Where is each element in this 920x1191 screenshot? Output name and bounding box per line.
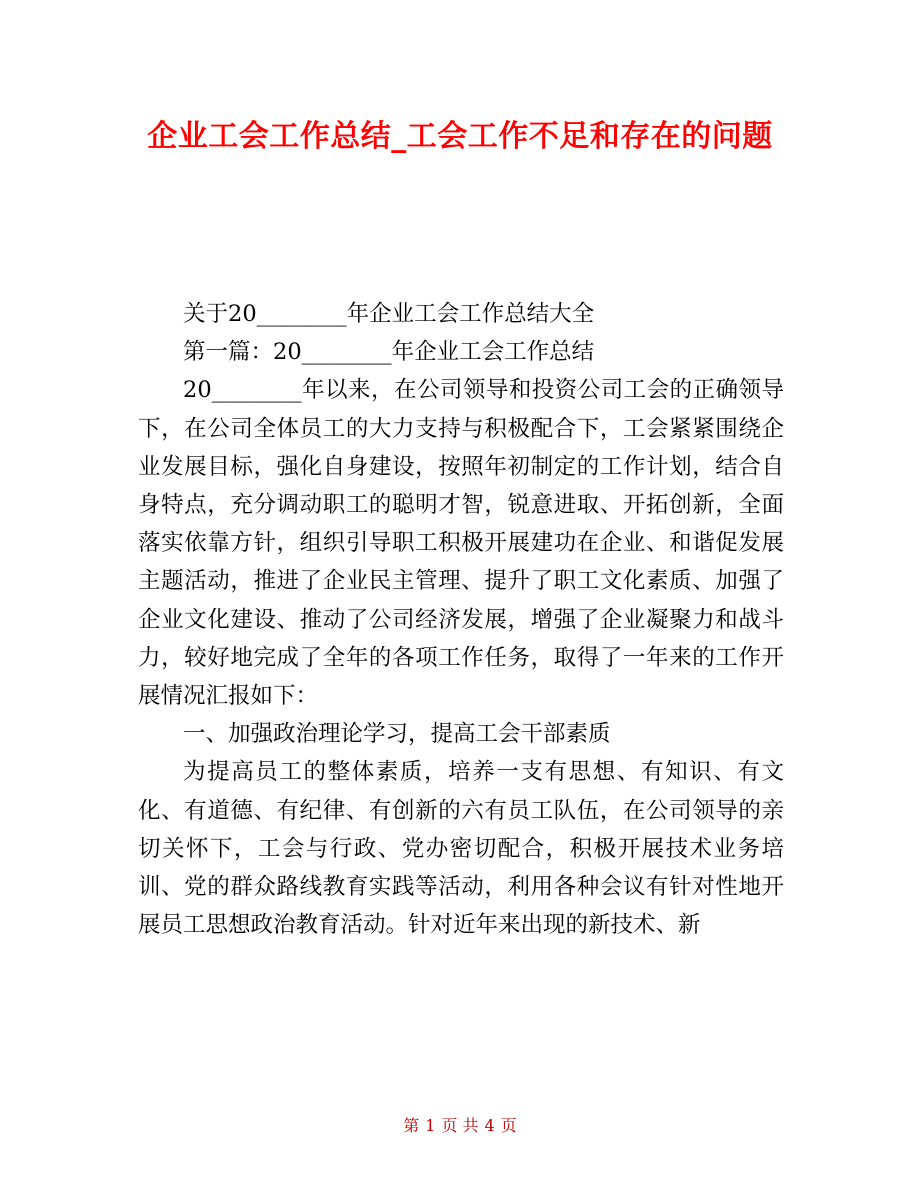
paragraph-heading-collection: 关于20________年企业工会工作总结大全 [183, 301, 595, 327]
page-footer [0, 1114, 920, 1138]
footer-prefix: 第 [403, 1116, 420, 1135]
document-title: 企业工会工作总结_工会工作不足和存在的问题 [147, 119, 773, 154]
footer-page-number: 1 [425, 1116, 436, 1135]
paragraph-intro: 20________年以来，在公司领导和投资公司工会的正确领导下，在公司全体员工的大力支持与积极配合下，工会紧紧围绕企业发展目标，强化自身建设，按照年初制定的工作计划，结合自身特点，充分调动职工的聪明才智，锐意进取、开拓创新，全面落实依靠方针，组织引导职工积极开展建功在企业、和谐促发展主题活动，推进了企业民主管理、提升了职工文化素质、加强了企业文化建设、推动了公司经济发展，增强了企业凝聚力和战斗力，较好地完成了全年的各项工作任务，取得了一年来的工作开展情况汇报如下： [138, 377, 784, 710]
paragraph-section-heading-1: 一、加强政治理论学习，提高工会干部素质 [183, 721, 611, 748]
document-body [138, 295, 784, 944]
paragraph-heading-first-article: 第一篇：20________年企业工会工作总结 [183, 339, 595, 366]
footer-total-pages: 4 [484, 1116, 495, 1135]
paragraph-section-1-body: 为提高员工的整体素质，培养一支有思想、有知识、有文化、有道德、有纪律、有创新的六有员工队伍，在公司领导的亲切关怀下，工会与行政、党办密切配合，积极开展技术业务培训、党的群众路线教育实践等活动，利用各种会议有针对性地开展员工思想政治教育活动。针对近年来出现的新技术、新 [138, 759, 784, 939]
footer-suffix: 页 [500, 1116, 517, 1135]
footer-mid: 页 共 [441, 1116, 479, 1135]
